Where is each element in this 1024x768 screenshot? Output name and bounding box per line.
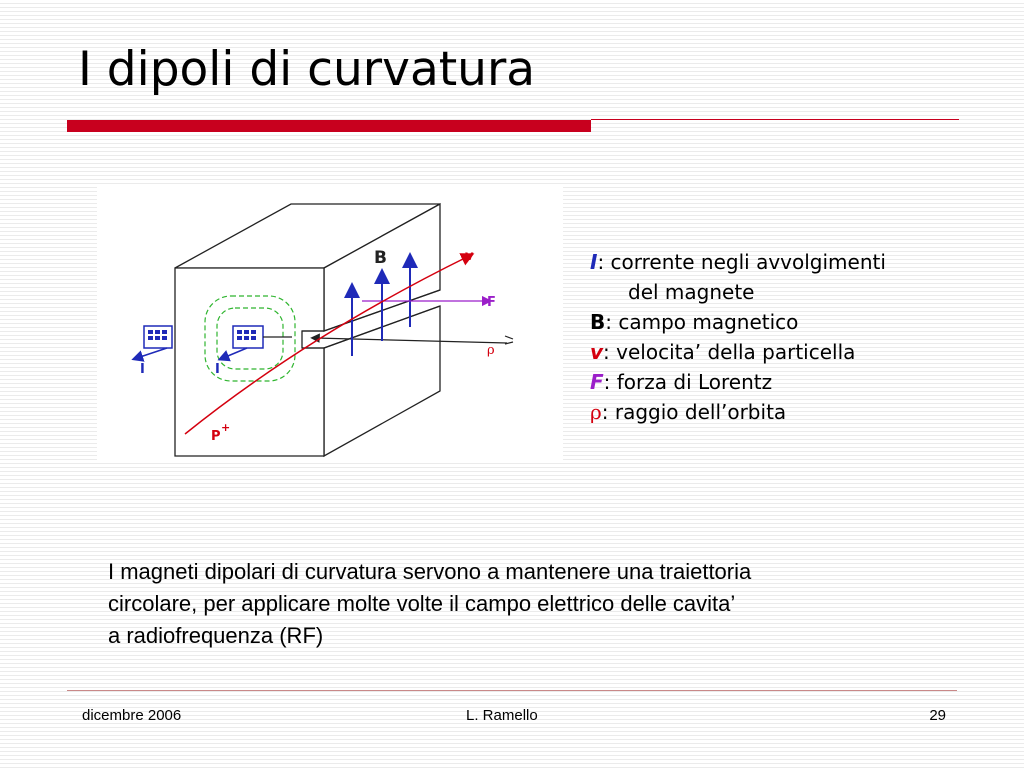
legend-symbol-velocity: v bbox=[590, 340, 604, 364]
legend-item-force bbox=[590, 367, 886, 397]
legend-text-radius: : raggio dell’orbita bbox=[601, 400, 787, 424]
label-current-inner: I bbox=[215, 362, 220, 377]
legend-symbol-field: B bbox=[590, 310, 606, 334]
body-line-3: a radiofrequenza (RF) bbox=[108, 623, 324, 648]
magnet-yoke bbox=[175, 204, 440, 456]
label-radius: ρ bbox=[487, 343, 495, 358]
body-paragraph bbox=[108, 556, 968, 652]
label-field-b: B bbox=[374, 248, 387, 268]
legend-item-radius bbox=[590, 397, 886, 427]
body-line-2: circolare, per applicare molte volte il campo elettrico delle cavita’ bbox=[108, 591, 736, 616]
legend-text-field: : campo magnetico bbox=[605, 310, 799, 334]
legend-symbol-force: F bbox=[590, 370, 604, 394]
legend-text-force: : forza di Lorentz bbox=[603, 370, 773, 394]
legend-symbol-current: I bbox=[590, 250, 598, 274]
body-line-1: I magneti dipolari di curvatura servono a mantenere una traiettoria bbox=[108, 559, 752, 584]
legend-symbol-radius: ρ bbox=[590, 400, 602, 424]
footer-date: dicembre 2006 bbox=[82, 707, 182, 724]
dipole-magnet-diagram bbox=[97, 186, 563, 461]
legend-text-current: : corrente negli avvolgimenti bbox=[597, 250, 886, 274]
legend-item-field bbox=[590, 307, 886, 337]
footer-author: L. Ramello bbox=[466, 707, 538, 724]
legend-text-velocity: : velocita’ della particella bbox=[603, 340, 856, 364]
title-accent-line bbox=[591, 119, 959, 120]
title-accent-bar bbox=[67, 120, 591, 132]
label-force: F bbox=[487, 295, 496, 310]
symbol-legend bbox=[590, 247, 886, 427]
coil-outer bbox=[144, 326, 172, 348]
slide-title: I dipoli di curvatura bbox=[78, 42, 536, 97]
legend-item-current bbox=[590, 247, 886, 277]
label-current-outer: I bbox=[140, 362, 145, 377]
footer-divider bbox=[67, 690, 957, 691]
label-particle-charge: + bbox=[221, 421, 231, 434]
footer-page-number: 29 bbox=[929, 707, 946, 724]
legend-item-velocity bbox=[590, 337, 886, 367]
legend-item-current-continuation: del magnete bbox=[628, 280, 755, 304]
label-velocity: v bbox=[465, 249, 474, 264]
label-particle: P bbox=[211, 429, 221, 444]
